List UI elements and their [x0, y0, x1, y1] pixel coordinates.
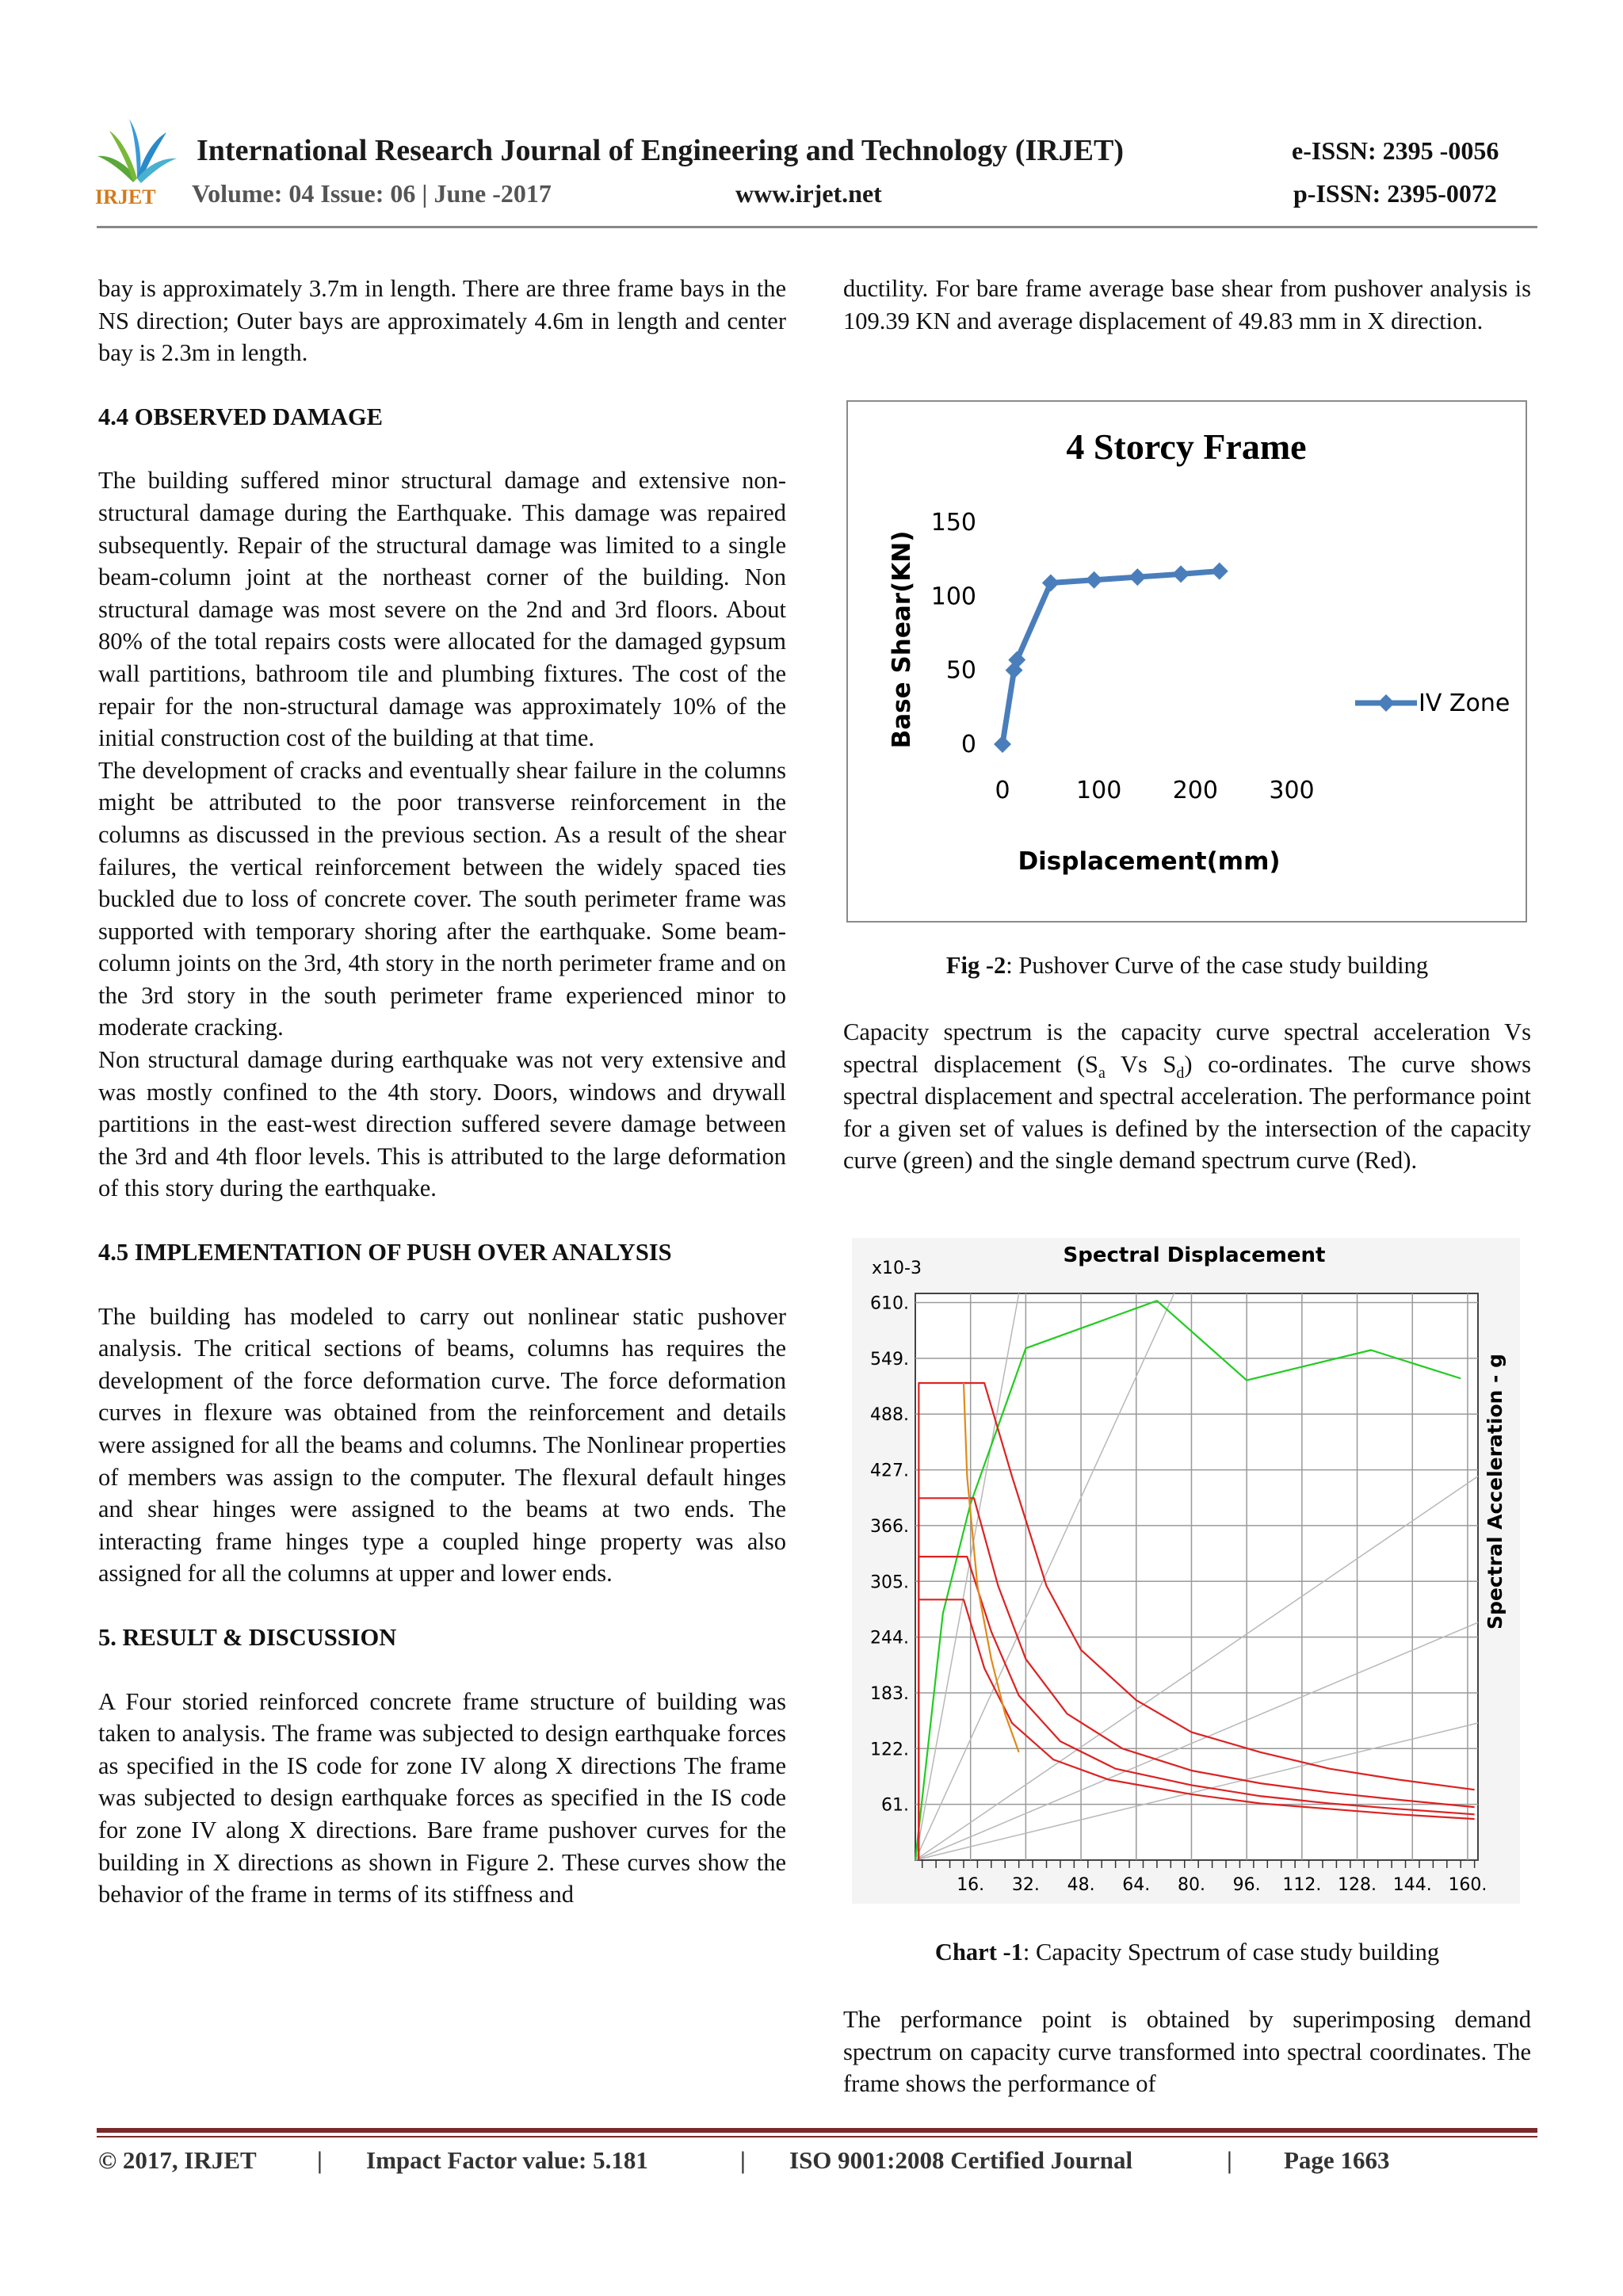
legend-label: IV Zone — [1419, 690, 1510, 717]
irjet-logo — [94, 115, 181, 206]
journal-title: International Research Journal of Engineering and Technology (IRJET) — [197, 134, 1125, 167]
left-column — [98, 273, 786, 1911]
paragraph: The performance point is obtained by superimposing demand spectrum on capacity curve transformed into spectral coordinates. The frame shows the performance of — [843, 2006, 1531, 2098]
figure-2-caption — [843, 952, 1531, 980]
svg-text:IRJET: IRJET — [95, 185, 156, 206]
paragraph: The building has modeled to carry out nonlinear static pushover analysis. The critical sections of beams, columns has requires the development of the force deformation curve. The force deformation curves in flexure was obtained from the reinforcement and details were assigned for all the beams and columns. The Nonlinear properties of members was assign to the computer. The flexural default hinges and shear hinges were assigned to the beams at two ends. The interacting frame hinges type a coupled hinge property was also assigned for all the columns at upper and lower ends. — [98, 1302, 786, 1587]
x-axis-label: Displacement(mm) — [1018, 847, 1281, 876]
y-tick-label: 549. — [870, 1349, 909, 1370]
data-point — [994, 735, 1011, 753]
y-tick-label: 0 — [960, 731, 976, 758]
paragraph: A Four storied reinforced concrete frame structure of building was taken to analysis. The frame was subjected to design earthquake forces as specified in the IS code for zone IV along X directions The frame was subjected to design earthquake forces as specified in the IS code for zone IV along X directions. Bare frame pushover curves for the building in X directions as shown in Figure 2. These curves show the behavior of the frame in terms of its stiffness and — [98, 1687, 786, 1908]
page-number: Page 1663 — [1284, 2146, 1390, 2174]
legend-marker — [1377, 694, 1395, 712]
y-tick-label: 61. — [881, 1795, 909, 1816]
y-tick-label: 427. — [870, 1461, 909, 1481]
data-point — [1128, 568, 1146, 586]
right-column-intro — [843, 273, 1531, 337]
x-tick-label: 16. — [957, 1875, 985, 1895]
paragraph: Capacity spectrum is the capacity curve spectral acceleration Vs spectral displacement ($S_a$ Vs $S_d$) co-ordinates. The curve shows spectral displacement and spectral acceleration. The performance point for a given set of values is defined by the intersection of the capacity curve (green) and the single demand spectrum curve (Red). — [843, 1018, 1532, 1175]
x-tick-label: 64. — [1122, 1875, 1151, 1895]
x-tick-label: 200 — [1172, 777, 1218, 804]
figure-caption-text: : Pushover Curve of the case study building — [1006, 952, 1429, 979]
series-line-iv-zone — [1002, 571, 1220, 744]
y-tick-label: 50 — [945, 656, 976, 685]
footer-separator: | — [317, 2146, 323, 2174]
footer-separator: | — [740, 2146, 746, 2174]
x-tick-label: 112. — [1282, 1875, 1322, 1895]
y-tick-label: 610. — [870, 1293, 909, 1314]
x-tick-label: 0 — [995, 777, 1010, 804]
y-axis-label: Base Shear(KN) — [888, 530, 916, 749]
volume-issue: Volume: 04 Issue: 06 | June -2017 — [192, 179, 552, 208]
footer-rule-thin — [97, 2136, 1537, 2137]
chart-label: Chart -1 — [934, 1939, 1023, 1966]
pushover-chart — [848, 402, 1526, 921]
chart-title: Spectral Displacement — [1063, 1244, 1326, 1267]
footer-separator: | — [1227, 2146, 1232, 2174]
data-point — [1042, 575, 1060, 592]
capacity-spectrum-figure — [852, 1238, 1520, 1904]
x-tick-label: 100 — [1076, 777, 1122, 804]
data-point — [1211, 563, 1228, 580]
chart-caption-text: : Capacity Spectrum of case study building — [1022, 1939, 1440, 1966]
x-tick-label: 300 — [1269, 777, 1315, 804]
capacity-spectrum-chart — [852, 1238, 1520, 1904]
y-tick-label: 100 — [930, 583, 976, 611]
x-tick-label: 128. — [1338, 1875, 1377, 1895]
pissn: p-ISSN: 2395-0072 — [1293, 179, 1497, 208]
impact-factor: Impact Factor value: 5.181 — [366, 2146, 648, 2174]
eissn: e-ISSN: 2395 -0056 — [1292, 136, 1499, 165]
y-tick-label: 488. — [870, 1405, 909, 1426]
footer-rule — [97, 2128, 1537, 2133]
right-column-capacity — [843, 1016, 1531, 1177]
header-rule — [97, 226, 1537, 228]
x-tick-label: 144. — [1392, 1875, 1432, 1895]
x-tick-label: 32. — [1011, 1875, 1040, 1895]
plot-area — [915, 1293, 1478, 1860]
data-point — [1172, 565, 1190, 583]
y-tick-label: 122. — [870, 1740, 909, 1760]
y-tick-label: 366. — [870, 1516, 909, 1537]
paragraph: The building suffered minor structural damage and extensive non-structural damage during the Earthquake. This damage was repaired subsequently. Repair of the structural damage was limited to a single beam-column joint at the northeast corner of the building. Non structural damage was most severe on the 2nd and 3rd floors. About 80% of the total repairs costs were allocated for the damaged gypsum wall partitions, bathroom tile and plumbing fixtures. The cost of the repair for the non-structural damage was approximately 10% of the initial construction cost of the building at that time. — [98, 467, 786, 752]
y-axis-label: Spectral Acceleration - g — [1484, 1354, 1507, 1629]
chart-title: 4 Storcy Frame — [1066, 426, 1307, 467]
paragraph: ductility. For bare frame average base shear from pushover analysis is 109.39 KN and average displacement of 49.83 mm in X direction. — [843, 275, 1531, 334]
y-tick-label: 305. — [870, 1572, 909, 1593]
y-tick-label: 150 — [930, 509, 976, 537]
section-heading: 4.4 OBSERVED DAMAGE — [98, 403, 384, 430]
copyright: © 2017, IRJET — [98, 2146, 257, 2174]
right-column-performance — [843, 2004, 1531, 2100]
paragraph: bay is approximately 3.7m in length. There are three frame bays in the NS direction; Outer bays are approximately 4.6m in length and center bay is 2.3m in length. — [98, 275, 786, 367]
y-tick-label: 183. — [870, 1683, 909, 1704]
pushover-figure — [846, 400, 1527, 923]
data-point — [1086, 571, 1103, 589]
x-tick-label: 96. — [1232, 1875, 1261, 1895]
paragraph: The development of cracks and eventually shear failure in the columns might be attributed to the poor transverse reinforcement in the columns as discussed in the previous section. As a result of the shear failures, the vertical reinforcement between the widely spaced ties buckled due to loss of concrete cover. The south perimeter frame was supported with temporary shoring after the earthquake. Some beam-column joints on the 3rd, 4th story in the north perimeter frame and on the 3rd story in the south perimeter frame experienced minor to moderate cracking. — [98, 756, 786, 1041]
x-tick-label: 80. — [1177, 1875, 1205, 1895]
section-heading: 4.5 IMPLEMENTATION OF PUSH OVER ANALYSIS — [98, 1239, 672, 1266]
paragraph: Non structural damage during earthquake was not very extensive and was mostly confined to the 4th story. Doors, windows and drywall partitions in the east-west direction suffered severe damage between the 3rd and 4th floor levels. This is attributed to the large deformation of this story during the earthquake. — [98, 1046, 786, 1202]
y-tick-label: 244. — [870, 1628, 909, 1648]
iso-certification: ISO 9001:2008 Certified Journal — [789, 2146, 1133, 2174]
figure-label: Fig -2 — [945, 952, 1006, 979]
chart-1-caption — [843, 1939, 1531, 1966]
y-multiplier: x10-3 — [872, 1259, 922, 1278]
x-tick-label: 48. — [1067, 1875, 1095, 1895]
journal-url[interactable]: www.irjet.net — [735, 179, 882, 208]
section-heading: 5. RESULT & DISCUSSION — [98, 1623, 397, 1651]
x-tick-label: 160. — [1448, 1875, 1487, 1895]
